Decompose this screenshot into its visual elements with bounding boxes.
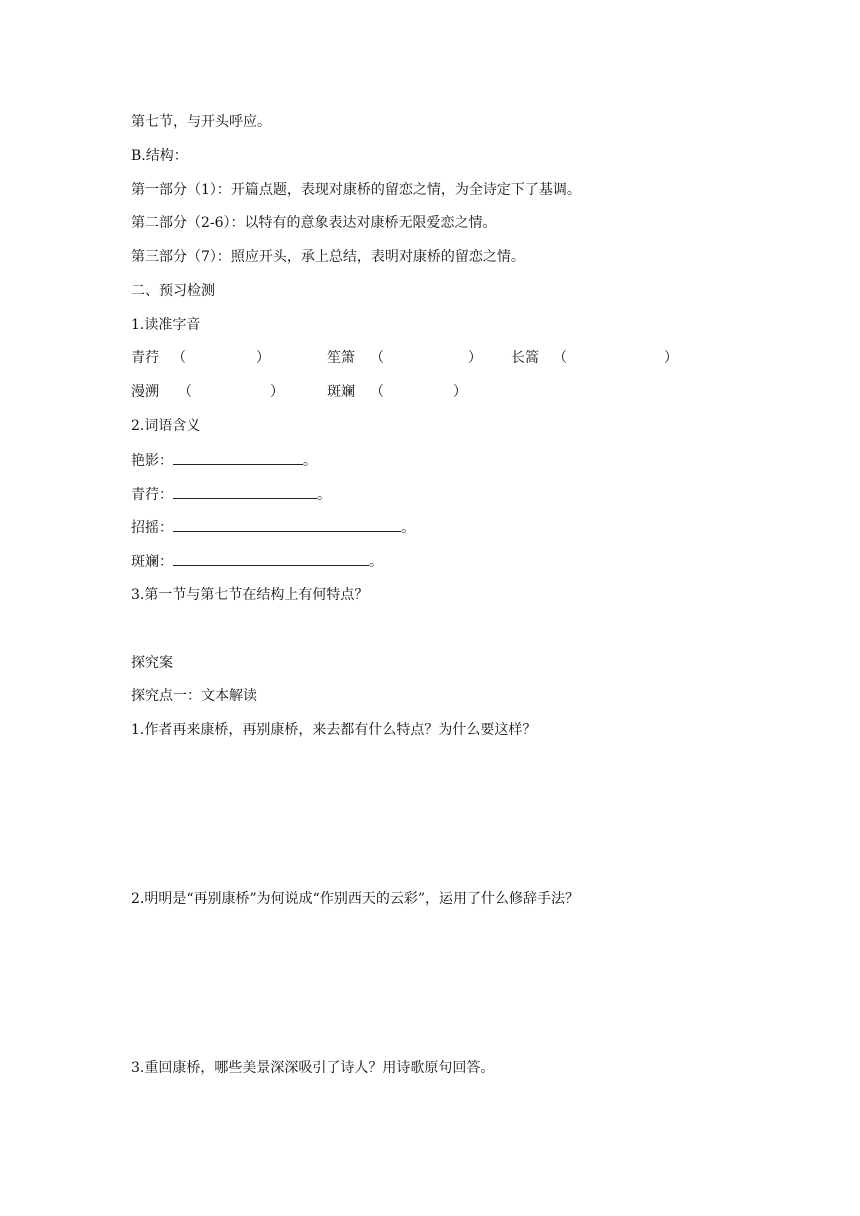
vocab-term: 青荇： [131,487,173,503]
vocab-end: 。 [303,453,317,469]
structure-question: 3.第一节与第七节在结构上有何特点？ [131,587,369,603]
pinyin-paren-close: ） [664,350,678,366]
vocab-end: 。 [317,487,331,503]
pronunciation-title: 1.读准字音 [131,317,201,333]
vocab-item [131,517,415,538]
pinyin-paren-open: （ [370,384,384,400]
pinyin-paren-open: （ [370,350,384,366]
explore-question-3: 3.重回康桥，哪些美景深深吸引了诗人？用诗歌原句回答。 [131,1060,495,1076]
structure-part-1: 第一部分（1）：开篇点题，表现对康桥的留恋之情，为全诗定下了基调。 [131,182,581,198]
structure-part-2: 第二部分（2-6）：以特有的意象表达对康桥无限爱恋之情。 [131,215,497,231]
answer-blank[interactable] [173,484,317,499]
explore-question-2: 2.明明是“再别康桥”为何说成“作别西天的云彩”，运用了什么修辞手法？ [131,891,579,907]
preview-heading: 二、预习检测 [131,283,215,299]
vocab-end: 。 [401,520,415,536]
answer-blank[interactable] [173,551,369,566]
structure-heading: B.结构： [131,148,188,164]
section-seven-note: 第七节，与开头呼应。 [131,114,271,130]
pinyin-word: 漫溯 [131,384,159,400]
vocab-title: 2.词语含义 [131,418,201,434]
explore-question-1: 1.作者再来康桥，再别康桥，来去都有什么特点？为什么要这样？ [131,722,537,738]
vocab-term: 斑斓： [131,554,173,570]
pinyin-paren-close: ） [453,384,467,400]
answer-blank[interactable] [173,450,303,465]
pinyin-word: 长篙 [511,350,539,366]
pinyin-paren-close: ） [256,350,270,366]
answer-blank[interactable] [173,517,401,532]
vocab-term: 艳影： [131,453,173,469]
explore-point-1: 探究点一：文本解读 [131,688,257,704]
vocab-end: 。 [369,554,383,570]
pinyin-paren-close: ） [468,350,482,366]
pinyin-paren-open: （ [553,350,567,366]
explore-heading: 探究案 [131,655,173,671]
pinyin-paren-open: （ [172,350,186,366]
vocab-item [131,484,331,505]
pinyin-paren-open: （ [178,384,192,400]
vocab-item [131,450,317,471]
structure-part-3: 第三部分（7）：照应开头，承上总结，表明对康桥的留恋之情。 [131,249,525,265]
vocab-term: 招摇： [131,520,173,536]
vocab-item [131,551,383,572]
pinyin-word: 青荇 [131,350,159,366]
pinyin-paren-close: ） [270,384,284,400]
pinyin-word: 斑斓 [327,384,355,400]
pinyin-word: 笙箫 [327,350,355,366]
